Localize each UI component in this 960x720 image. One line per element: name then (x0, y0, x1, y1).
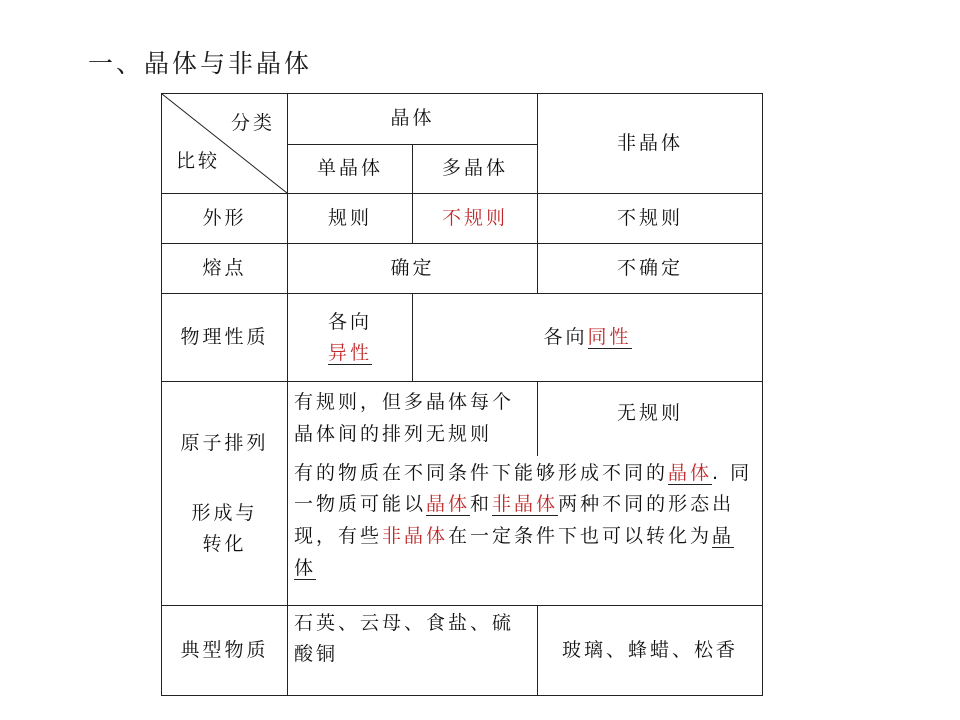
row-typical (162, 606, 763, 696)
formation-text-5: 在一定条件下也可以转化为 (448, 525, 713, 548)
cell-shape-poly: 不规则 (413, 194, 538, 244)
formation-highlight-2: 晶体 (426, 493, 471, 516)
formation-text-3: 和 (470, 493, 493, 516)
diagonal-header-cell (162, 94, 288, 194)
formation-highlight-5: 晶体 (294, 525, 735, 580)
diag-label-category: 分类 (230, 112, 275, 134)
cell-arrangement-amorphous: 无规则 (538, 382, 763, 456)
header-crystal: 晶体 (288, 94, 538, 145)
physical-other-highlight: 同性 (587, 325, 632, 348)
row-label-arrangement: 原子排列 (180, 431, 269, 454)
comparison-table (161, 93, 763, 696)
row-physical (162, 294, 763, 382)
section-title: 一、晶体与非晶体 (88, 49, 313, 78)
formation-highlight-4: 非晶体 (382, 525, 449, 548)
physical-single-line1: 各向 (327, 311, 372, 334)
row-label-physical: 物理性质 (162, 294, 288, 382)
cell-physical-single (288, 294, 413, 382)
cell-physical-other (413, 294, 763, 382)
header-poly-crystal: 多晶体 (413, 145, 538, 194)
row-arrangement (162, 382, 763, 456)
formation-text-1: 有的物质在不同条件下能够形成不同的 (294, 461, 669, 484)
cell-shape-amorphous: 不规则 (538, 194, 763, 244)
physical-single-line2: 异性 (327, 341, 372, 364)
formation-highlight-3: 非晶体 (492, 493, 559, 516)
formation-text-4: 两种不同的形态出现，有些 (294, 493, 735, 548)
header-row-1 (162, 94, 763, 145)
row-shape (162, 194, 763, 244)
header-amorphous: 非晶体 (538, 94, 763, 194)
row-melting (162, 244, 763, 294)
row-label-formation-1: 形成与 (191, 502, 258, 525)
diag-label-compare: 比较 (176, 150, 221, 172)
formation-highlight-1: 晶体 (668, 461, 713, 484)
row-label-typical: 典型物质 (162, 606, 288, 696)
cell-typical-crystal: 石英、云母、食盐、硫酸铜 (288, 606, 538, 696)
cell-shape-single: 规则 (288, 194, 413, 244)
header-single-crystal: 单晶体 (288, 145, 413, 194)
cell-typical-amorphous: 玻璃、蜂蜡、松香 (538, 606, 763, 696)
physical-other-prefix: 各向 (543, 325, 588, 348)
cell-melting-amorphous: 不确定 (538, 244, 763, 294)
diagonal-line (162, 94, 287, 193)
cell-melting-crystal: 确定 (288, 244, 538, 294)
row-label-arrangement-formation (162, 382, 288, 606)
cell-arrangement-crystal: 有规则，但多晶体每个晶体间的排列无规则 (288, 382, 538, 456)
row-label-shape: 外形 (162, 194, 288, 244)
row-label-formation-2: 转化 (202, 532, 247, 555)
row-label-melting: 熔点 (162, 244, 288, 294)
cell-formation-text (288, 456, 763, 606)
formation-text-2: . 同一物质可能以 (294, 461, 753, 516)
